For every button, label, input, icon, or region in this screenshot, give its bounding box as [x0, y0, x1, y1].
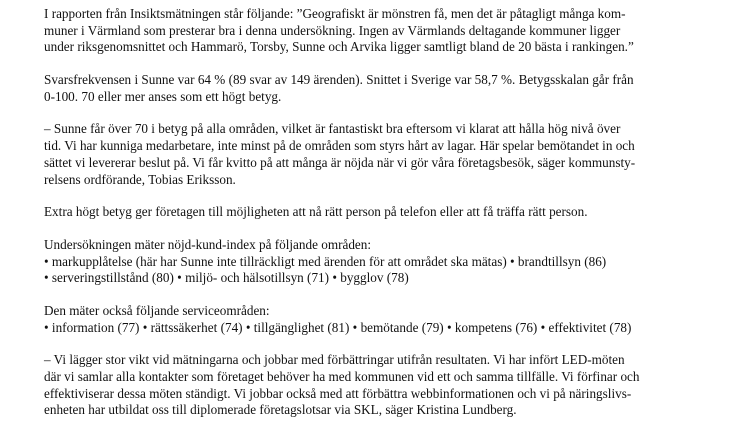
text-line: Den mäter också följande serviceområden:	[44, 302, 270, 318]
text-line: 0-100. 70 eller mer anses som ett högt betyg.	[44, 88, 282, 104]
bullet-line: • serveringstillstånd (80) • miljö- och hälsotillsyn (71) • bygglov (78)	[44, 270, 409, 286]
bullet-line: • information (77) • rättssäkerhet (74) • tillgänglighet (81) • bemötande (79) • kompetens (76) • effektivitet (78)	[44, 319, 632, 335]
paragraph-extra-high-score	[44, 204, 694, 221]
paragraph-insight-quote	[44, 6, 694, 56]
document-page	[44, 6, 694, 435]
paragraph-nki-areas	[44, 237, 694, 287]
paragraph-chair-quote	[44, 121, 694, 188]
text-line: Undersökningen mäter nöjd-kund-index på följande områden:	[44, 236, 372, 252]
text-line: sättet vi levererar beslut på. Vi får kvitto på att många är nöjda när vi gör våra företagsbesök, säger kommunsty-	[44, 154, 636, 170]
text-line: – Vi lägger stor vikt vid mätningarna och jobbar med förbättringar utifrån resultaten. Vi har infört LED-möten	[44, 352, 625, 368]
text-line: enheten har utbildat oss till diplomerade företagslotsar via SKL, säger Kristina Lundberg.	[44, 402, 517, 418]
text-line: I rapporten från Insiktsmätningen står följande: ”Geografiskt är mönstren få, men det är påtagligt många kom-	[44, 6, 626, 21]
text-line: – Sunne får över 70 i betyg på alla områden, vilket är fantastiskt bra eftersom vi klarat att hålla hög nivå över	[44, 121, 621, 137]
paragraph-lundberg-quote	[44, 352, 694, 419]
paragraph-service-areas	[44, 303, 694, 336]
bullet-line: • markupplåtelse (här har Sunne inte tillräckligt med ärenden för att området ska mätas) • brandtillsyn (86)	[44, 253, 607, 269]
text-line: effektiviserar dessa möten ständigt. Vi jobbar också med att förbättra webbinformationen och vi på näringslivs-	[44, 385, 632, 401]
text-line: Svarsfrekvensen i Sunne var 64 % (89 svar av 149 ärenden). Snittet i Sverige var 58,7 %. Betygsskalan går från	[44, 72, 634, 88]
paragraph-response-rate	[44, 72, 694, 105]
text-line: under riksgenomsnittet och Hammarö, Torsby, Sunne och Arvika ligger samtligt bland de 20 bästa i rankingen.”	[44, 39, 634, 55]
text-line: muner i Värmland som presterar bra i denna undersökning. Ingen av Värmlands deltagande kommuner ligger	[44, 22, 621, 38]
text-line: tid. Vi har kunniga medarbetare, inte minst på de områden som styrs hårt av lagar. Här spelar bemötandet in och	[44, 138, 635, 154]
text-line: relsens ordförande, Tobias Eriksson.	[44, 171, 236, 187]
text-line: Extra högt betyg ger företagen till möjligheten att nå rätt person på telefon eller att få träffa rätt person.	[44, 204, 588, 220]
text-line: där vi samlar alla kontakter som företaget behöver ha med kommunen vid ett och samma tillfälle. Vi förfinar och	[44, 369, 640, 384]
